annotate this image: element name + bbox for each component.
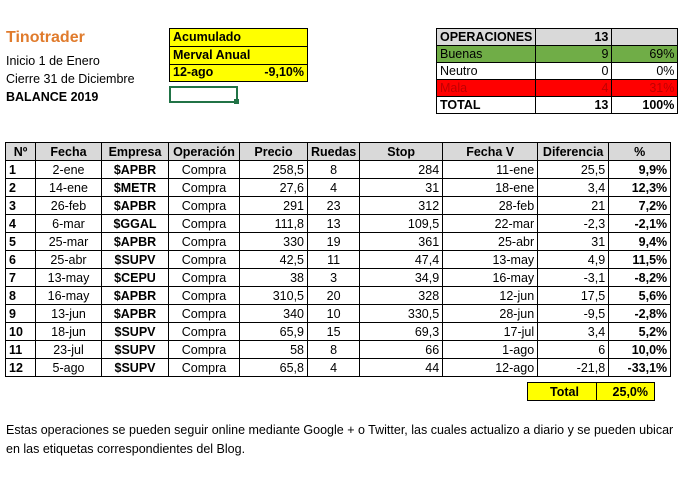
column-header: Stop	[360, 143, 443, 161]
price-cell: 65,9	[240, 323, 308, 341]
ticker-cell: $SUPV	[102, 341, 169, 359]
sessions-cell: 4	[308, 359, 360, 377]
total-count: 13	[536, 97, 612, 114]
balance-label: BALANCE 2019	[6, 90, 99, 104]
total-box	[527, 382, 655, 401]
exit-date-cell: 25-abr	[443, 233, 538, 251]
difference-cell: -9,5	[538, 305, 609, 323]
ticker-cell: $APBR	[102, 305, 169, 323]
table-row	[6, 215, 671, 233]
operation-cell: Compra	[169, 179, 240, 197]
exit-date-cell: 12-ago	[443, 359, 538, 377]
percent-cell: 9,4%	[609, 233, 671, 251]
price-cell: 27,6	[240, 179, 308, 197]
operation-cell: Compra	[169, 161, 240, 179]
sessions-cell: 11	[308, 251, 360, 269]
sessions-cell: 8	[308, 341, 360, 359]
row-number-cell: 3	[6, 197, 36, 215]
percent-cell: 11,5%	[609, 251, 671, 269]
column-header: Empresa	[102, 143, 169, 161]
ticker-cell: $CEPU	[102, 269, 169, 287]
trade-date-cell: 25-mar	[36, 233, 102, 251]
price-cell: 111,8	[240, 215, 308, 233]
accumulated-label: Acumulado	[173, 30, 242, 44]
operation-cell: Compra	[169, 359, 240, 377]
table-row	[6, 197, 671, 215]
ticker-cell: $APBR	[102, 233, 169, 251]
good-count: 9	[536, 46, 612, 63]
operation-cell: Compra	[169, 323, 240, 341]
merval-row	[173, 65, 304, 81]
row-number-cell: 7	[6, 269, 36, 287]
difference-cell: -21,8	[538, 359, 609, 377]
operations-header-row	[437, 29, 678, 46]
merval-label: Merval Anual	[173, 48, 251, 62]
row-number-cell: 5	[6, 233, 36, 251]
trade-date-cell: 14-ene	[36, 179, 102, 197]
price-cell: 330	[240, 233, 308, 251]
difference-cell: 25,5	[538, 161, 609, 179]
exit-date-cell: 1-ago	[443, 341, 538, 359]
ticker-cell: $SUPV	[102, 359, 169, 377]
operation-cell: Compra	[169, 197, 240, 215]
sessions-cell: 3	[308, 269, 360, 287]
exit-date-cell: 18-ene	[443, 179, 538, 197]
table-row	[6, 179, 671, 197]
good-label: Buenas	[437, 46, 536, 63]
ticker-cell: $SUPV	[102, 251, 169, 269]
exit-date-cell: 11-ene	[443, 161, 538, 179]
neutral-label: Neutro	[437, 63, 536, 80]
row-number-cell: 9	[6, 305, 36, 323]
trade-date-cell: 6-mar	[36, 215, 102, 233]
difference-cell: 17,5	[538, 287, 609, 305]
difference-cell: -3,1	[538, 269, 609, 287]
price-cell: 65,8	[240, 359, 308, 377]
exit-date-cell: 28-feb	[443, 197, 538, 215]
percent-cell: -8,2%	[609, 269, 671, 287]
total-label: TOTAL	[437, 97, 536, 114]
row-number-cell: 1	[6, 161, 36, 179]
total-pct: 100%	[612, 97, 678, 114]
difference-cell: 3,4	[538, 179, 609, 197]
column-header: Diferencia	[538, 143, 609, 161]
bad-pct: 31%	[612, 80, 678, 97]
operation-cell: Compra	[169, 233, 240, 251]
ticker-cell: $APBR	[102, 287, 169, 305]
difference-cell: 3,4	[538, 323, 609, 341]
stop-cell: 44	[360, 359, 443, 377]
price-cell: 291	[240, 197, 308, 215]
stop-cell: 69,3	[360, 323, 443, 341]
selected-cell[interactable]	[169, 86, 238, 103]
stop-cell: 31	[360, 179, 443, 197]
stop-cell: 34,9	[360, 269, 443, 287]
operation-cell: Compra	[169, 215, 240, 233]
column-header: Precio	[240, 143, 308, 161]
exit-date-cell: 22-mar	[443, 215, 538, 233]
ticker-cell: $APBR	[102, 197, 169, 215]
percent-cell: 10,0%	[609, 341, 671, 359]
trade-date-cell: 13-jun	[36, 305, 102, 323]
operation-cell: Compra	[169, 305, 240, 323]
stop-cell: 47,4	[360, 251, 443, 269]
merval-summary-box	[169, 28, 308, 82]
brand-title: Tinotrader	[6, 29, 85, 46]
fill-handle[interactable]	[234, 99, 239, 104]
percent-cell: 5,2%	[609, 323, 671, 341]
exit-date-cell: 28-jun	[443, 305, 538, 323]
difference-cell: -2,3	[538, 215, 609, 233]
exit-date-cell: 12-jun	[443, 287, 538, 305]
difference-cell: 21	[538, 197, 609, 215]
column-header: Fecha V	[443, 143, 538, 161]
start-date-label: Inicio 1 de Enero	[6, 54, 100, 68]
ticker-cell: $SUPV	[102, 323, 169, 341]
neutral-pct: 0%	[612, 63, 678, 80]
column-header: Operación	[169, 143, 240, 161]
row-number-cell: 10	[6, 323, 36, 341]
exit-date-cell: 13-may	[443, 251, 538, 269]
percent-cell: -2,1%	[609, 215, 671, 233]
percent-cell: 12,3%	[609, 179, 671, 197]
column-header: %	[609, 143, 671, 161]
operations-title: OPERACIONES	[437, 29, 536, 46]
ticker-cell: $METR	[102, 179, 169, 197]
price-cell: 38	[240, 269, 308, 287]
stop-cell: 328	[360, 287, 443, 305]
exit-date-cell: 17-jul	[443, 323, 538, 341]
difference-cell: 6	[538, 341, 609, 359]
sessions-cell: 4	[308, 179, 360, 197]
table-row	[6, 251, 671, 269]
operations-blank	[612, 29, 678, 46]
row-number-cell: 12	[6, 359, 36, 377]
table-row	[6, 233, 671, 251]
percent-cell: -33,1%	[609, 359, 671, 377]
trades-header-row	[6, 143, 671, 161]
merval-value: -9,10%	[264, 65, 304, 79]
sessions-cell: 23	[308, 197, 360, 215]
percent-cell: 5,6%	[609, 287, 671, 305]
trades-body	[6, 161, 671, 377]
table-row	[6, 359, 671, 377]
column-header: Nº	[6, 143, 36, 161]
percent-cell: 7,2%	[609, 197, 671, 215]
operation-cell: Compra	[169, 251, 240, 269]
table-row	[6, 161, 671, 179]
table-row	[6, 269, 671, 287]
sessions-cell: 19	[308, 233, 360, 251]
sessions-cell: 10	[308, 305, 360, 323]
stop-cell: 66	[360, 341, 443, 359]
footer-note: Estas operaciones se pueden seguir online mediante Google + o Twitter, las cuales actualizo a diario y se pueden ubicar en las etiquetas correspondientes del Blog.	[6, 423, 674, 456]
operations-row-neutral	[437, 63, 678, 80]
operation-cell: Compra	[169, 269, 240, 287]
bad-label: Mala	[437, 80, 536, 97]
sessions-cell: 13	[308, 215, 360, 233]
trade-date-cell: 26-feb	[36, 197, 102, 215]
price-cell: 58	[240, 341, 308, 359]
operations-row-bad	[437, 80, 678, 97]
trade-date-cell: 23-jul	[36, 341, 102, 359]
stop-cell: 109,5	[360, 215, 443, 233]
column-header: Fecha	[36, 143, 102, 161]
trade-date-cell: 16-may	[36, 287, 102, 305]
table-row	[6, 341, 671, 359]
sessions-cell: 15	[308, 323, 360, 341]
operation-cell: Compra	[169, 287, 240, 305]
table-row	[6, 305, 671, 323]
trade-date-cell: 2-ene	[36, 161, 102, 179]
row-number-cell: 11	[6, 341, 36, 359]
trade-date-cell: 5-ago	[36, 359, 102, 377]
trade-date-cell: 18-jun	[36, 323, 102, 341]
operations-row-good	[437, 46, 678, 63]
table-row	[6, 323, 671, 341]
trades-table	[5, 142, 671, 377]
bad-count: 4	[536, 80, 612, 97]
stop-cell: 361	[360, 233, 443, 251]
row-number-cell: 8	[6, 287, 36, 305]
row-number-cell: 4	[6, 215, 36, 233]
percent-cell: 9,9%	[609, 161, 671, 179]
merval-date: 12-ago	[173, 65, 214, 79]
operations-row-total	[437, 97, 678, 114]
stop-cell: 312	[360, 197, 443, 215]
close-date-label: Cierre 31 de Diciembre	[6, 72, 135, 86]
row-number-cell: 6	[6, 251, 36, 269]
difference-cell: 31	[538, 233, 609, 251]
price-cell: 258,5	[240, 161, 308, 179]
price-cell: 340	[240, 305, 308, 323]
trades-total-label: Total	[550, 385, 579, 399]
table-row	[6, 287, 671, 305]
difference-cell: 4,9	[538, 251, 609, 269]
operation-cell: Compra	[169, 341, 240, 359]
column-header: Ruedas	[308, 143, 360, 161]
ticker-cell: $APBR	[102, 161, 169, 179]
ticker-cell: $GGAL	[102, 215, 169, 233]
operations-table	[436, 28, 678, 114]
stop-cell: 284	[360, 161, 443, 179]
exit-date-cell: 16-may	[443, 269, 538, 287]
percent-cell: -2,8%	[609, 305, 671, 323]
trade-date-cell: 25-abr	[36, 251, 102, 269]
price-cell: 42,5	[240, 251, 308, 269]
stop-cell: 330,5	[360, 305, 443, 323]
sessions-cell: 20	[308, 287, 360, 305]
price-cell: 310,5	[240, 287, 308, 305]
sessions-cell: 8	[308, 161, 360, 179]
operations-count: 13	[536, 29, 612, 46]
trades-total-value: 25,0%	[612, 385, 648, 399]
neutral-count: 0	[536, 63, 612, 80]
trade-date-cell: 13-may	[36, 269, 102, 287]
good-pct: 69%	[612, 46, 678, 63]
row-number-cell: 2	[6, 179, 36, 197]
